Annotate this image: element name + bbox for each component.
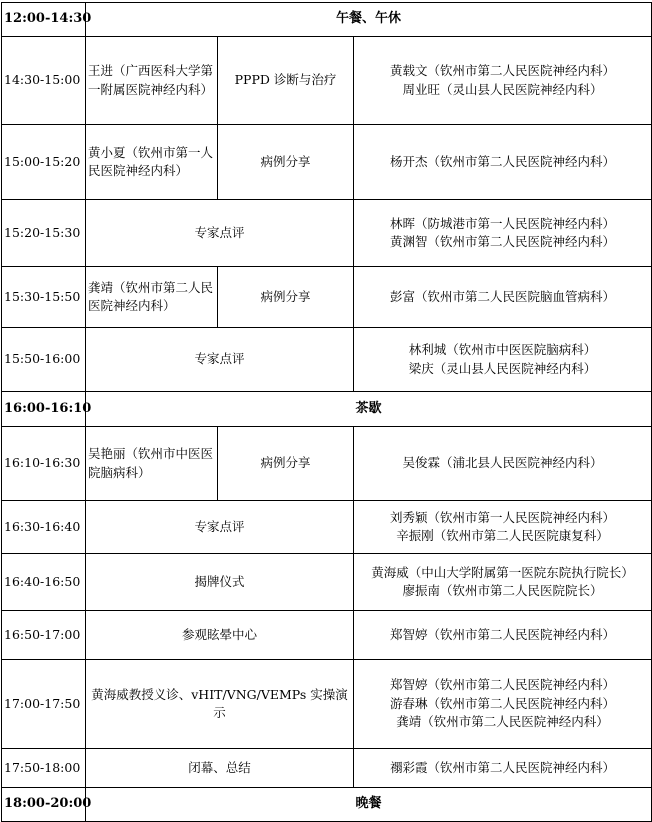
table-row: [2, 3, 652, 37]
topic-cell: 参观眩晕中心: [86, 611, 354, 660]
host-name: 廖振南（钦州市第二人民医院院长）: [402, 583, 603, 598]
host-name: 黄载文（钦州市第二人民医院神经内科）: [390, 63, 616, 78]
table-row: [2, 660, 652, 749]
table-row: [2, 267, 652, 328]
host-name: 吴俊霖（浦北县人民医院神经内科）: [402, 455, 603, 471]
host-name: 禤彩霞（钦州市第二人民医院神经内科）: [390, 759, 616, 775]
host-name: 杨开杰（钦州市第二人民医院神经内科）: [390, 153, 616, 169]
table-row: [2, 37, 652, 125]
host-cell: [354, 427, 652, 501]
topic-cell: PPPD 诊断与治疗: [218, 37, 354, 125]
time-cell: 12:00-14:30: [2, 3, 86, 37]
speaker-cell: 吴艳丽（钦州市中医医院脑病科）: [86, 427, 218, 501]
time-cell: 16:50-17:00: [2, 611, 86, 660]
break-title: 晚餐: [86, 788, 652, 822]
time-cell: 14:30-15:00: [2, 37, 86, 125]
topic-cell: 专家点评: [86, 501, 354, 554]
break-title: 午餐、午休: [86, 3, 652, 37]
time-cell: 16:30-16:40: [2, 501, 86, 554]
host-name: 彭富（钦州市第二人民医院脑血管病科）: [390, 288, 616, 304]
topic-cell: 病例分享: [218, 125, 354, 200]
time-cell: 16:40-16:50: [2, 554, 86, 611]
table-row: [2, 788, 652, 822]
table-row: [2, 501, 652, 554]
topic-cell: 专家点评: [86, 200, 354, 267]
host-name: 龚靖（钦州市第二人民医院神经内科）: [396, 714, 609, 730]
host-name: 刘秀颖（钦州市第一人民医院神经内科）: [390, 509, 616, 525]
table-row: [2, 125, 652, 200]
table-row: [2, 427, 652, 501]
speaker-cell: 王进（广西医科大学第一附属医院神经内科）: [86, 37, 218, 125]
topic-cell: 黄海威教授义诊、vHIT/VNG/VEMPs 实操演示: [86, 660, 354, 749]
break-title: 茶歇: [86, 392, 652, 427]
host-name: 郑智婷（钦州市第二人民医院神经内科）: [390, 626, 616, 642]
speaker-cell: 龚靖（钦州市第二人民医院神经内科）: [86, 267, 218, 328]
table-row: [2, 554, 652, 611]
host-name: 梁庆（灵山县人民医院神经内科）: [408, 360, 597, 376]
host-name: 林利城（钦州市中医医院脑病科）: [408, 342, 597, 357]
host-name: 游春琳（钦州市第二人民医院神经内科）: [390, 695, 616, 711]
topic-cell: 揭牌仪式: [86, 554, 354, 611]
host-cell: [354, 660, 652, 749]
time-cell: 17:00-17:50: [2, 660, 86, 749]
host-name: 郑智婷（钦州市第二人民医院神经内科）: [390, 677, 616, 693]
time-cell: 15:50-16:00: [2, 328, 86, 392]
table-row: [2, 200, 652, 267]
table-row: [2, 392, 652, 427]
host-name: 黄渊智（钦州市第二人民医院神经内科）: [390, 234, 616, 249]
host-cell: [354, 267, 652, 328]
speaker-cell: 黄小夏（钦州市第一人民医院神经内科）: [86, 125, 218, 200]
topic-cell: 专家点评: [86, 328, 354, 392]
topic-cell: 闭幕、总结: [86, 749, 354, 788]
host-cell: [354, 125, 652, 200]
host-cell: [354, 501, 652, 554]
time-cell: 15:30-15:50: [2, 267, 86, 328]
topic-cell: 病例分享: [218, 427, 354, 501]
host-cell: [354, 200, 652, 267]
table-row: [2, 611, 652, 660]
host-cell: [354, 554, 652, 611]
host-cell: [354, 328, 652, 392]
table-row: [2, 328, 652, 392]
host-cell: [354, 749, 652, 788]
host-name: 辛振刚（钦州市第二人民医院康复科）: [396, 528, 609, 543]
host-name: 黄海威（中山大学附属第一医院东院执行院长）: [371, 564, 634, 580]
time-cell: 16:10-16:30: [2, 427, 86, 501]
topic-cell: 病例分享: [218, 267, 354, 328]
host-name: 周业旺（灵山县人民医院神经内科）: [402, 81, 603, 97]
table-row: [2, 749, 652, 788]
host-cell: [354, 611, 652, 660]
host-name: 林晖（防城港市第一人民医院神经内科）: [390, 215, 616, 231]
time-cell: 17:50-18:00: [2, 749, 86, 788]
time-cell: 15:00-15:20: [2, 125, 86, 200]
time-cell: 18:00-20:00: [2, 788, 86, 822]
time-cell: 16:00-16:10: [2, 392, 86, 427]
host-cell: [354, 37, 652, 125]
time-cell: 15:20-15:30: [2, 200, 86, 267]
schedule-table: [1, 2, 652, 822]
